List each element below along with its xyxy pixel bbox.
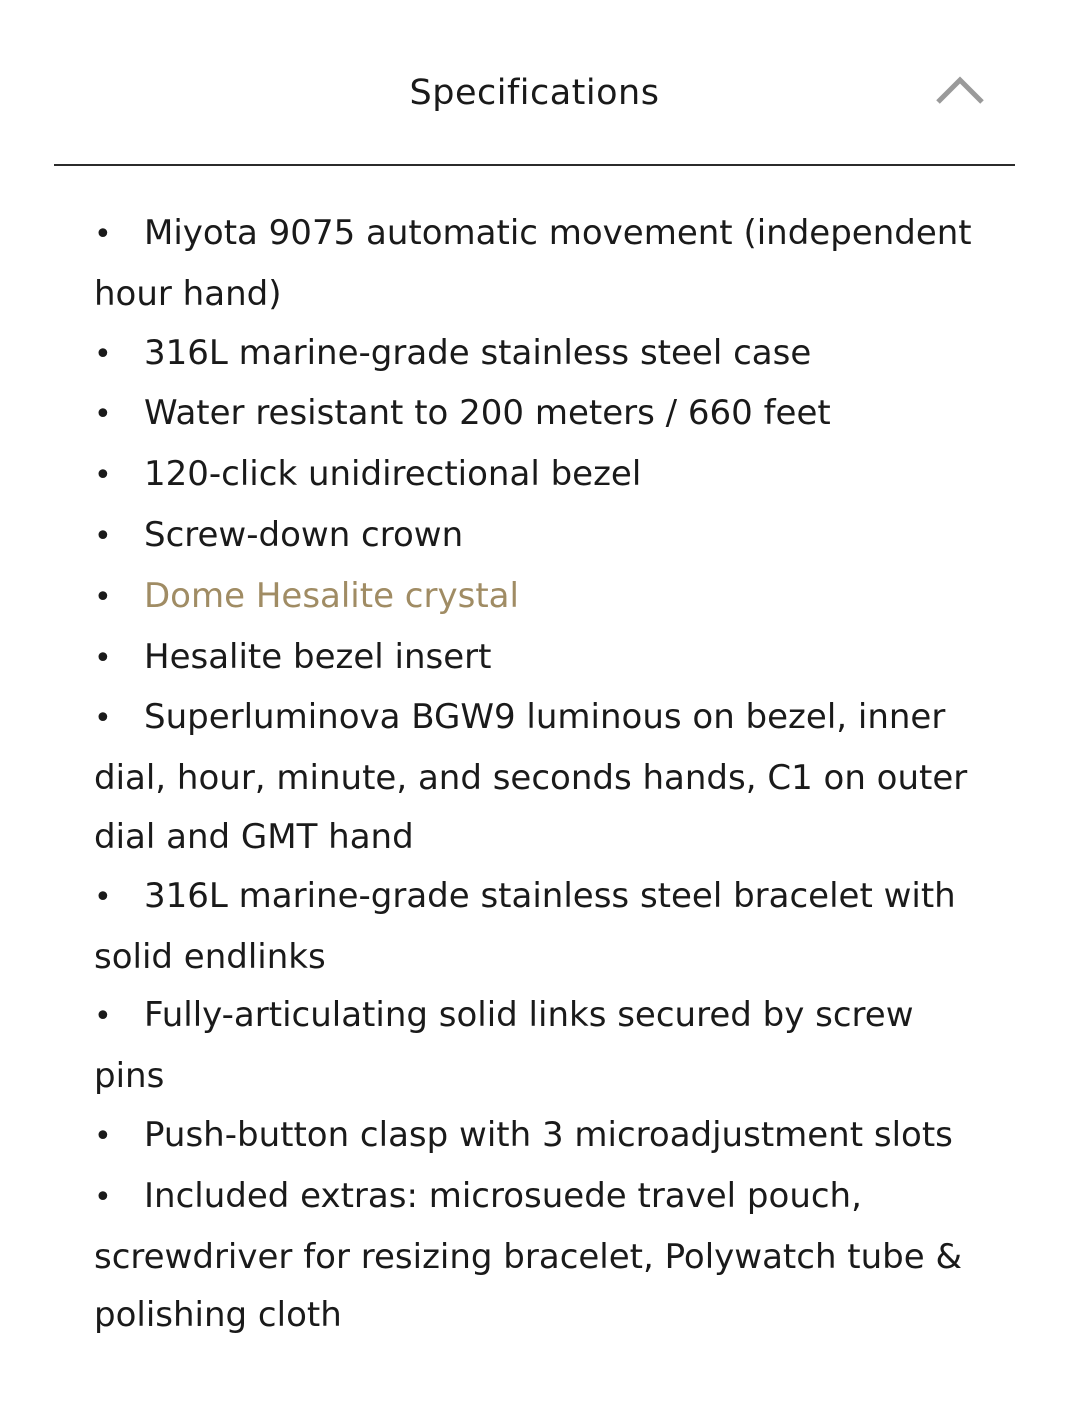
spec-text: Superluminova BGW9 luminous on bezel, inner dial, hour, minute, and seconds hands, C1 on outer dial and GMT hand <box>94 697 968 857</box>
bullet-icon: • <box>94 640 112 676</box>
bullet-icon: • <box>94 1179 112 1215</box>
spec-text: Screw-down crown <box>144 514 464 555</box>
spec-text: 316L marine-grade stainless steel bracelet with solid endlinks <box>94 875 956 977</box>
list-item <box>94 867 994 987</box>
spec-text: Miyota 9075 automatic movement (independent hour hand) <box>94 213 972 314</box>
list-item <box>94 204 994 324</box>
spec-text: Push-button clasp with 3 microadjustment slots <box>144 1114 953 1155</box>
list-item <box>94 506 994 567</box>
spec-text: Fully-articulating solid links secured by screw pins <box>94 995 914 1097</box>
chevron-up-icon[interactable] <box>932 70 988 110</box>
spec-text: Included extras: microsuede travel pouch, screwdriver for resizing bracelet, Polywatch tube & polishing cloth <box>94 1175 962 1336</box>
bullet-icon: • <box>94 1118 112 1154</box>
bullet-icon: • <box>94 879 112 915</box>
list-item <box>94 628 994 689</box>
bullet-icon: • <box>94 701 112 737</box>
bullet-icon: • <box>94 579 112 615</box>
list-item <box>94 1106 994 1167</box>
list-item <box>94 445 994 506</box>
list-item <box>94 986 994 1106</box>
spec-text: Water resistant to 200 meters / 660 feet <box>144 393 831 434</box>
spec-text: 120-click unidirectional bezel <box>144 454 642 495</box>
specifications-list <box>94 204 994 1345</box>
list-item <box>94 567 994 628</box>
list-item <box>94 1167 994 1345</box>
specifications-accordion-header[interactable] <box>54 0 1015 166</box>
bullet-icon: • <box>94 518 112 554</box>
bullet-icon: • <box>94 217 112 252</box>
list-item <box>94 384 994 445</box>
bullet-icon: • <box>94 397 112 433</box>
bullet-icon: • <box>94 458 112 494</box>
list-item <box>94 688 994 866</box>
spec-text: 316L marine-grade stainless steel case <box>144 332 812 373</box>
dome-hesalite-crystal-link[interactable]: Dome Hesalite crystal <box>144 575 519 616</box>
spec-text: Hesalite bezel insert <box>144 636 492 677</box>
bullet-icon: • <box>94 336 112 372</box>
accordion-title: Specifications <box>409 73 660 113</box>
bullet-icon: • <box>94 999 112 1035</box>
list-item <box>94 324 994 385</box>
